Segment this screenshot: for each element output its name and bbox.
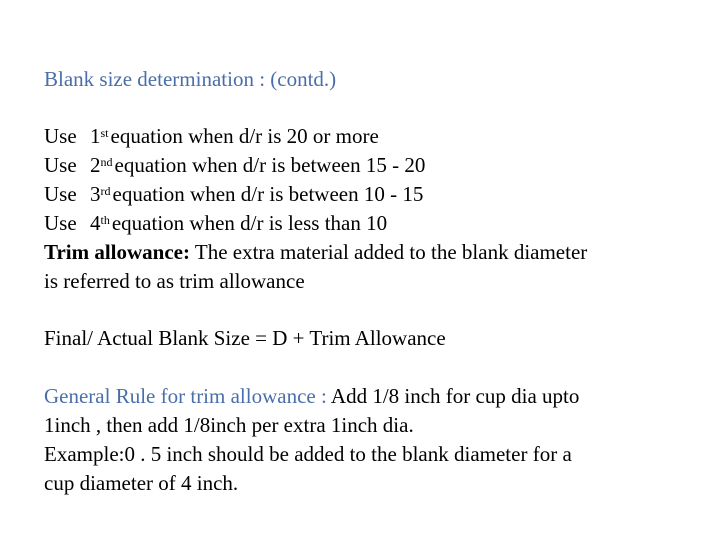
rule-text: equation when d/r is 20 or more: [110, 124, 379, 148]
trim-allowance-text: The extra material added to the blank diameter: [190, 240, 588, 264]
example-line-2: cup diameter of 4 inch.: [44, 471, 239, 495]
trim-allowance-line-1: [44, 238, 694, 267]
general-rule-text: Add 1/8 inch for cup dia upto: [326, 384, 580, 408]
trim-allowance-label: Trim allowance:: [44, 240, 190, 264]
rules-block: [44, 122, 694, 296]
final-size-formula: Final/ Actual Blank Size = D + Trim Allowance: [44, 326, 446, 350]
rule-ordinal: 3: [90, 182, 101, 206]
example-line-1: Example:0 . 5 inch should be added to the blank diameter for a: [44, 442, 572, 466]
rule-ordinal-suffix: th: [100, 213, 110, 227]
rule-text: equation when d/r is between 15 - 20: [114, 153, 426, 177]
rule-prefix: Use: [44, 211, 77, 235]
general-rule-line-2: 1inch , then add 1/8inch per extra 1inch dia.: [44, 413, 414, 437]
rule-ordinal: 1: [90, 124, 101, 148]
rule-text: equation when d/r is between 10 - 15: [112, 182, 424, 206]
rule-ordinal-suffix: rd: [100, 184, 111, 198]
trim-allowance-line-2: is referred to as trim allowance: [44, 269, 305, 293]
rule-ordinal: 2: [90, 153, 101, 177]
rule-ordinal-suffix: nd: [100, 155, 113, 169]
rule-line-4: [44, 209, 694, 238]
rule-text: equation when d/r is less than 10: [111, 211, 388, 235]
final-size-block: [44, 324, 694, 353]
rule-line-2: [44, 151, 694, 180]
rule-line-1: [44, 122, 694, 151]
general-rule-label: General Rule for trim allowance :: [44, 384, 327, 408]
general-rule-block: [44, 382, 694, 498]
general-rule-line-1: [44, 382, 694, 411]
rule-line-3: [44, 180, 694, 209]
slide-title: Blank size determination : (contd.): [44, 67, 337, 91]
rule-ordinal: 4: [90, 211, 101, 235]
rule-prefix: Use: [44, 153, 77, 177]
rule-ordinal-suffix: st: [100, 126, 109, 140]
rule-prefix: Use: [44, 182, 77, 206]
rule-prefix: Use: [44, 124, 77, 148]
